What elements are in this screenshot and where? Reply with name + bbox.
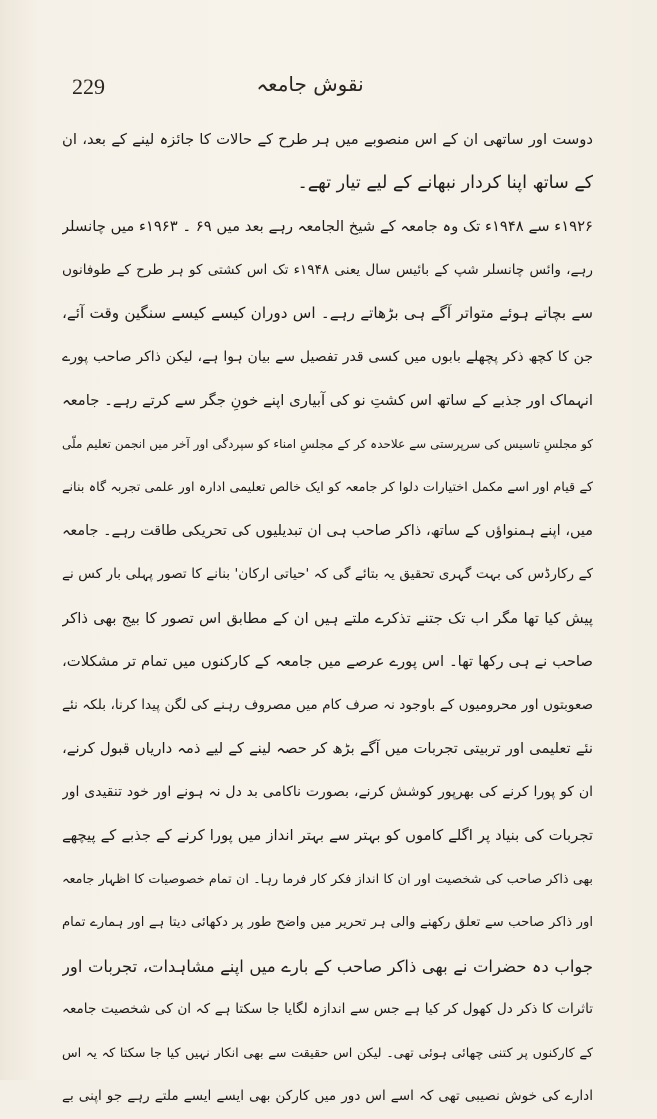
text-line: صاحب نے ہی رکھا تھا۔ اس پورے عرصے میں جامعہ کے کارکنوں میں تمام تر مشکلات، [62,653,593,670]
text-line: صعوبتوں اور محرومیوں کے باوجود نہ صرف کام میں مصروف رہنے کی لگن پیدا کرنا، بلکہ نئے [62,696,593,713]
text-line: نئے تعلیمی اور تربیتی تجربات میں آگے بڑھ کر حصہ لینے کے لیے ذمہ داریاں قبول کرنے، [62,740,593,757]
text-line: کے کارکنوں پر کتنی چھائی ہوئی تھی۔ لیکن اس حقیقت سے بھی انکار نہیں کیا جا سکتا کہ یہ اس [62,1045,593,1061]
text-line: ادارے کی خوش نصیبی تھی کہ اسے اس دور میں کارکن بھی ایسے ایسے ملتے رہے جو اپنی بے [62,1088,593,1104]
text-line: جواب دہ حضرات نے بھی ذاکر صاحب کے بارے میں اپنے مشاہدات، تجربات اور [62,956,593,976]
text-line: اور ذاکر صاحب سے تعلق رکھنے والی ہر تحریر میں واضح طور پر دکھائی دیتا ہے اور ہمارے تمام [62,915,593,930]
text-line: جن کا کچھ ذکر پچھلے بابوں میں کسی قدر تفصیل سے بیان ہوا ہے، لیکن ذاکر صاحب پورے [62,348,593,365]
text-line: دوست اور ساتھی ان کے اس منصوبے میں ہر طرح کے حالات کا جائزہ لینے کے بعد، ان [62,131,593,148]
text-line: تاثرات کا ذکر دل کھول کر کیا ہے جس سے اندازہ لگایا جا سکتا ہے کہ ان کی شخصیت جامعہ [62,1001,593,1017]
text-line: انہماک اور جذبے کے ساتھ اس کشتِ نو کی آبیاری اپنے خونِ جگر سے کرتے رہے۔ جامعہ [62,392,593,409]
text-line: بھی ذاکر صاحب کی شخصیت اور ان کا انداز فکر کار فرما رہا۔ ان تمام خصوصیات کا اظہار جامعہ [62,871,593,887]
text-line: کو مجلسِ تاسیس کی سرپرستی سے علاحدہ کر کے مجلسِ امناء کو سپردگی اور آخر میں انجمن تعلیم ملّی [62,436,593,451]
text-line: پیش کیا تھا مگر اب تک جتنے تذکرے ملتے ہیں ان کے مطابق اس تصور کا بیج بھی ذاکر [62,609,593,627]
text-line: کے ساتھ اپنا کردار نبھانے کے لیے تیار تھے۔ [297,172,593,193]
running-head: نقوش جامعہ [256,72,364,96]
text-line: میں، اپنے ہمنواؤں کے ساتھ، ذاکر صاحب ہی ان تبدیلیوں کی تحریکی طاقت رہے۔ جامعہ [62,522,593,539]
text-line: کے قیام اور اسے مکمل اختیارات دلوا کر جامعہ کو ایک خالص تعلیمی ادارہ اور علمی تجربہ گاہ بنانے [62,480,593,495]
text-line: تجربات کی بنیاد پر اگلے کاموں کو بہتر سے بہتر انداز میں پورا کرنے کے جذبے کے پیچھے [62,827,593,844]
text-line: ۱۹۲۶ء سے ۱۹۴۸ء تک وہ جامعہ کے شیخ الجامعہ رہے بعد میں ۶۹ ۔ ۱۹۶۳ء میں چانسلر [62,218,593,235]
text-line: سے بچاتے ہوئے متواتر آگے ہی بڑھاتے رہے۔ اس دوران کیسے کیسے سنگین وقت آئے، [62,304,593,322]
body-text [62,118,593,1119]
page-number: 229 [72,74,105,99]
text-line: رہے، وائس چانسلر شپ کے بائیس سال یعنی ۱۹۴۸ء تک اس کشتی کو ہر طرح کے طوفانوں [62,261,593,278]
text-line: ان کو پورا کرنے کی بھرپور کوشش کرنے، بصورت ناکامی بد دل نہ ہونے اور خود تنقیدی اور [62,783,593,800]
text-line: کے رکارڈس کی بہت گہری تحقیق یہ بتائے گی کہ 'حیاتی ارکان' بنانے کا تصور پہلی بار کس نے [62,566,593,582]
